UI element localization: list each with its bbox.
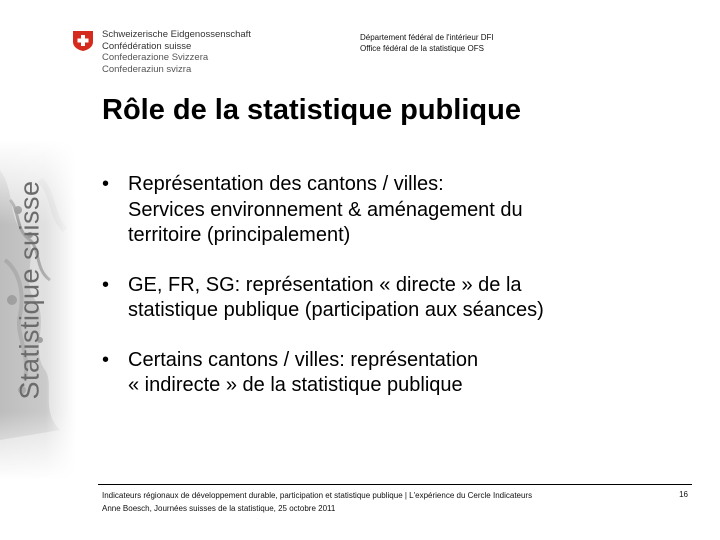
statistique-suisse-label (2, 140, 58, 440)
footer-line-2: Anne Boesch, Journées suisses de la statistique, 25 octobre 2011 (102, 503, 336, 513)
confederation-line-rm: Confederaziun svizra (102, 63, 192, 75)
bullet-item (102, 348, 662, 399)
bullet-line: territoire (principalement) (128, 224, 351, 246)
bullet-marker: • (102, 348, 110, 371)
office-name: Office fédéral de la statistique OFS (360, 43, 484, 53)
swiss-flag-icon (72, 30, 94, 52)
footer-line-1: Indicateurs régionaux de développement durable, participation et statistique publique | L'expérience du Cercle Indicateurs (102, 491, 533, 500)
slide-title: Rôle de la statistique publique (102, 94, 521, 126)
bullet-item (102, 273, 662, 324)
bullet-item (102, 172, 662, 249)
department-info (360, 33, 494, 54)
bullet-marker: • (102, 273, 110, 296)
bullet-line: statistique publique (participation aux séances) (128, 299, 544, 321)
confederation-line-fr: Confédération suisse (102, 40, 192, 52)
confederation-line-it: Confederazione Svizzera (102, 52, 209, 63)
bullet-line: Certains cantons / villes: représentation (128, 348, 479, 371)
bullet-line: « indirecte » de la statistique publique (128, 374, 463, 396)
department-name: Département fédéral de l'intérieur DFI (360, 33, 494, 42)
bullet-marker: • (102, 173, 110, 195)
footer (102, 490, 532, 515)
confederation-line-de: Schweizerische Eidgenossenschaft (102, 29, 251, 40)
statistique-suisse-text: Statistique suisse (14, 180, 45, 400)
bullet-line: GE, FR, SG: représentation « directe » de la (128, 273, 522, 296)
bullet-line: Services environnement & aménagement du (128, 198, 523, 221)
page-number: 16 (679, 490, 688, 499)
confederation-lines (102, 29, 251, 75)
bullet-list (102, 172, 662, 423)
bullet-line: Représentation des cantons / villes: (128, 173, 444, 195)
footer-divider (98, 484, 692, 485)
